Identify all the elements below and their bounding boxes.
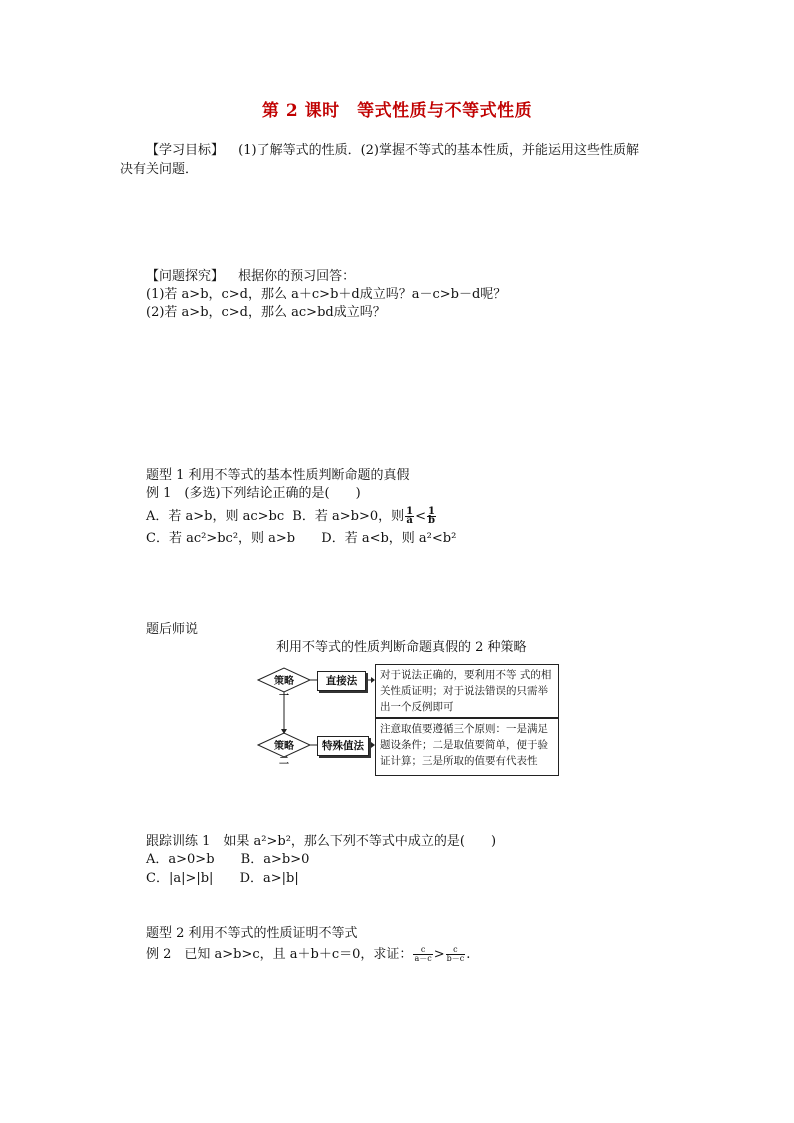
fraction-c-over-a-minus-c: $\frac{c}{a-c}$	[414, 945, 432, 963]
example1-stem: 例 1 (多选)下列结论正确的是( )	[146, 486, 361, 501]
training1-option-c: C．|a|>|b|	[146, 871, 214, 886]
fraction-c-over-b-minus-c: $\frac{c}{b-c}$	[446, 945, 465, 963]
type1-heading: 题型 1 利用不等式的基本性质判断命题的真假	[146, 468, 410, 483]
page-title: 第 2 课时 等式性质与不等式性质	[261, 101, 533, 121]
training1-options-cd	[146, 870, 299, 888]
strategy1-label: 策略一	[274, 676, 294, 702]
inquiry-prompt: 根据你的预习回答：	[238, 269, 356, 284]
teacher-tips-label: 题后师说	[146, 622, 199, 637]
diagram-title: 利用不等式的性质判断命题真假的 2 种策略	[276, 640, 527, 655]
example1-options-ab: A．若 a>b，则 ac>bc B．若 a>b>0，则 $\frac{1}{a}$ < $\frac{1}{b}$	[146, 506, 435, 526]
example1-options-cd	[146, 530, 456, 548]
training1-option-b: B．a>b>0	[240, 852, 310, 867]
objective-text-1: (1)了解等式的性质．(2)掌握不等式的基本性质，并能运用这些性质解	[238, 143, 639, 158]
option-a: A．若 a>b，则 ac>bc	[146, 509, 285, 524]
objective-text-2: 决有关问题．	[120, 162, 199, 177]
inquiry-question-2: (2)若 a>b，c>d，那么 ac>bd成立吗？	[146, 305, 386, 320]
type2-heading: 题型 2 利用不等式的性质证明不等式	[146, 926, 358, 941]
option-b: B．若 a>b>0，则	[292, 509, 405, 524]
method2-box: 特殊值法	[317, 736, 369, 756]
training1-option-a: A．a>0>b	[146, 852, 215, 867]
example2-text: 例 2 已知 a>b>c，且 a＋b＋c＝0，求证：	[146, 947, 413, 962]
down-arrow-head	[281, 729, 287, 734]
method1-description: 对于说法正确的，要利用不等 式的相关性质证明；对于说法错误的只需举出一个反例即可	[375, 664, 559, 718]
inquiry-question-1: (1)若 a>b，c>d，那么 a＋c>b＋d成立吗？a－c>b－d呢？	[146, 287, 507, 302]
option-d: D．若 a<b，则 a²<b²	[321, 531, 457, 546]
training1-heading: 跟踪训练 1 如果 a²>b²，那么下列不等式中成立的是( )	[146, 834, 497, 849]
strategy2-label: 策略二	[274, 741, 294, 767]
training1-option-d: D．a>|b|	[239, 871, 299, 886]
objective-label: 【学习目标】	[146, 143, 225, 158]
example2-stem: 例 2 已知 a>b>c，且 a＋b＋c＝0，求证： $\frac{c}{a-c}$ > $\frac{c}{b-c}$ .	[146, 945, 471, 963]
inquiry-label: 【问题探究】	[146, 269, 225, 284]
fraction-1-over-b: $\frac{1}{b}$	[428, 506, 435, 526]
fraction-1-over-a: $\frac{1}{a}$	[406, 506, 414, 526]
objective-line-1	[146, 142, 639, 160]
method1-box: 直接法	[317, 671, 366, 691]
method2-description: 注意取值要遵循三个原则：一是满足题设条件；二是取值要简单，便于验证计算；三是所取的值要有代表性	[375, 718, 559, 776]
inquiry-header	[146, 268, 355, 286]
option-c: C．若 ac²>bc²，则 a>b	[146, 531, 296, 546]
training1-options-ab	[146, 851, 309, 869]
